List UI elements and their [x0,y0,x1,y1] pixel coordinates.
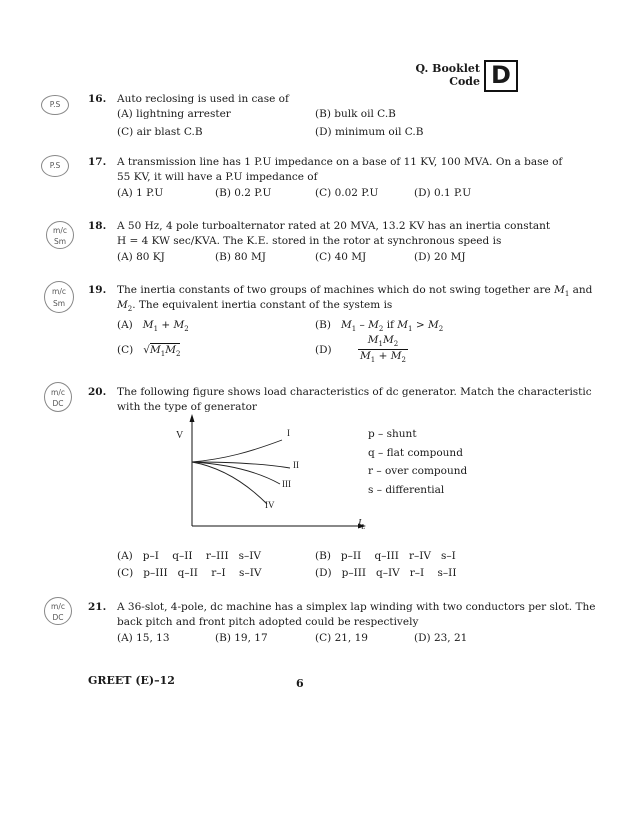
q19-option-b-sub3: 1 [408,325,413,334]
booklet-code-box [484,60,518,92]
q20-text-line1: The following figure shows load characteristics of dc generator. Match the characteristic [117,386,592,398]
q20-option-b: (B) p–II q–III r–IV s–I [315,550,456,562]
q21-option-b: (B) 19, 17 [215,632,268,644]
q19-option-d-fraction [358,334,408,364]
margin-note-q21 [44,597,72,625]
q19-option-a-math-sub2: 2 [184,325,189,334]
q17-number: 17. [88,156,107,168]
q19-option-b: (B) $M_1 - M_2$ if $M_1 > M_2$ [315,319,444,334]
q19-option-d-label: (D) [315,344,332,356]
q18-option-b: (B) 80 MJ [215,251,266,263]
code-label-text: Code [449,75,480,88]
q18-text-line1: A 50 Hz, 4 pole turboalternator rated at 20 MVA, 13.2 KV has an inertia constant [117,220,551,232]
graph-y-arrow [190,414,195,422]
q18-text-line2: H = 4 KW sec/KVA. The K.E. stored in the rotor at synchronous speed is [117,235,502,247]
q19-option-b-label: (B) [315,319,331,331]
margin-note-q17 [41,155,69,177]
q19-option-b-math: M [340,319,352,331]
q19-option-a-label: (A) [117,319,133,331]
q19-option-a-math: M [142,319,154,331]
margin-note-q21-line1: m/c [51,602,65,611]
graph-curve-label-ii: II [293,460,299,470]
curve-iv [192,462,267,504]
q19-option-b-sub4: 2 [438,325,444,334]
graph-y-label: V [176,430,184,441]
q19-option-b-sub1: 1 [351,325,357,334]
graph-x-label-main: I [358,518,362,529]
margin-note-q20 [44,382,72,412]
q17-text-line2: 55 KV, it will have a P.U impedance of [117,171,318,183]
q19-text-line1: The inertia constants of two groups of machines which do not swing together are $M_1$ and [117,284,593,299]
q20-legend-s: s – differential [368,483,445,496]
q16-option-b: (B) bulk oil C.B [315,108,396,120]
graph-x-label-sub: L [361,523,366,531]
q19-option-b-if: if [386,319,394,331]
q19-symbol-m1-sub: 1 [564,290,570,299]
q19-option-c-label: (C) [117,344,134,356]
margin-note-q19-line2: Sm [52,299,66,308]
q18-option-c: (C) 40 MJ [315,251,367,263]
q21-text-line1: A 36-slot, 4-pole, dc machine has a simplex lap winding with two conductors per slot. The [117,601,596,613]
q21-option-a: (A) 15, 13 [117,632,170,644]
q19-symbol-m2: M [117,299,128,311]
q19-symbol-m2-sub: 2 [127,305,133,314]
q20-legend-q: q – flat compound [368,446,463,459]
q21-option-c: (C) 21, 19 [315,632,368,644]
q20-legend-p: p – shunt [368,428,417,440]
q20-text-line2: with the type of generator [117,401,257,413]
margin-note-q19-line1: m/c [52,287,66,296]
q19-option-a: (A) $M_1 + M_2$ [117,319,189,334]
q19-symbol-m1: M [554,284,565,296]
q19-text-line1-main: The inertia constants of two groups of machines which do not swing together are [117,284,551,296]
q19-option-c [117,344,180,358]
margin-note-q16 [41,95,69,115]
margin-note-q18-line1: m/c [53,226,67,235]
margin-note-q17-text: P.S [49,161,61,170]
margin-note-q18-line2: Sm [53,237,67,246]
q17-text-line1: A transmission line has 1 P.U impedance on a base of 11 KV, 100 MVA. On a base of [117,156,563,168]
graph-curve-label-i: I [287,428,290,438]
q16-option-a: (A) lightning arrester [117,108,231,120]
q19-option-b-m2: M [368,319,379,331]
q19-option-b-m1b: M [397,319,409,331]
q17-option-b: (B) 0.2 P.U [215,187,272,199]
q19-option-b-sub2: 2 [378,325,384,334]
q19-option-d-numerator: $M_1M_2$ [358,334,408,350]
margin-note-q20-line2: DC [52,399,64,408]
q17-option-c: (C) 0.02 P.U [315,187,379,199]
page-number: 6 [296,677,304,690]
q19-option-d-denominator: $M_1 + M_2$ [360,350,406,365]
q16-number: 16. [88,93,107,105]
q18-option-d: (D) 20 MJ [414,251,466,263]
booklet-code-value: D [491,61,511,89]
load-characteristics-graph [170,412,370,537]
q18-option-a: (A) 80 KJ [117,251,165,263]
booklet-label-text: Q. Booklet [415,62,480,75]
margin-note-q21-line2: DC [52,613,64,622]
margin-note-q19 [44,281,74,313]
curve-i [192,440,282,462]
q20-option-c: (C) p–III q–II r–I s–IV [117,567,262,579]
margin-note-q20-line1: m/c [51,388,65,397]
q21-option-d: (D) 23, 21 [414,632,468,644]
q20-option-a: (A) p–I q–II r–III s–IV [117,550,261,562]
q20-legend [368,425,467,499]
graph-curve-label-iv: IV [265,500,275,510]
margin-note-q18 [46,221,74,249]
q21-number: 21. [88,601,107,613]
q20-legend-r: r – over compound [368,465,468,477]
q19-number: 19. [88,284,107,296]
q19-text-line2-main: . The equivalent inertia constant of the system is [132,299,393,311]
q19-option-d [315,344,332,356]
q16-option-d: (D) minimum oil C.B [315,126,424,138]
q19-option-a-math-sub1: 1 [153,325,159,334]
q21-text-line2: back pitch and front pitch adopted could be respectively [117,616,419,628]
q18-number: 18. [88,220,107,232]
graph-x-label [358,518,365,531]
q20-number: 20. [88,386,107,398]
q16-option-c: (C) air blast C.B [117,126,203,138]
q19-option-a-math-m2: M [173,319,185,331]
q19-text-line2 [117,298,392,317]
q19-option-c-sqrt: $√M_1M_2$ [143,344,181,359]
q19-option-b-m2b: M [428,319,439,331]
graph-curve-label-iii: III [282,479,291,489]
booklet-label [400,62,480,88]
margin-note-q16-text: P.S [49,100,61,109]
q17-option-a: (A) 1 P.U [117,187,164,199]
footer-booklet-code: GREET (E)–12 [88,674,175,687]
q17-option-d: (D) 0.1 P.U [414,187,472,199]
q16-text: Auto reclosing is used in case of [117,93,289,105]
q20-option-d: (D) p–III q–IV r–I s–II [315,567,457,579]
